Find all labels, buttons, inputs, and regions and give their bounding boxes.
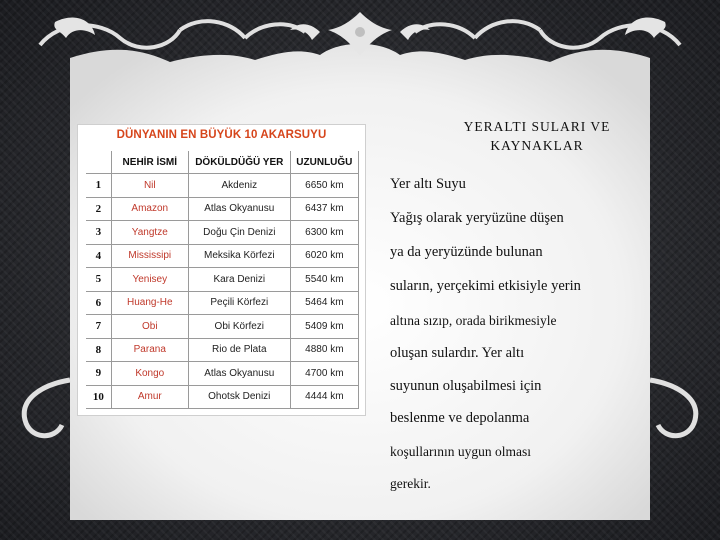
table-header-row <box>86 151 359 174</box>
river-destination: Meksika Körfezi <box>188 244 290 268</box>
row-number: 3 <box>86 221 111 245</box>
row-number: 5 <box>86 268 111 292</box>
river-length: 5540 km <box>290 268 358 292</box>
body-line: koşullarının uygun olması <box>390 444 531 459</box>
table-row <box>86 338 359 362</box>
header-length: UZUNLUĞU <box>290 151 358 174</box>
river-name: Obi <box>111 315 188 339</box>
table-row <box>86 291 359 315</box>
rivers-table-image <box>77 124 366 416</box>
table-row <box>86 221 359 245</box>
body-line: oluşan sulardır. Yer altı <box>390 345 525 361</box>
slide-title <box>432 117 642 155</box>
row-number: 6 <box>86 291 111 315</box>
row-number: 10 <box>86 385 111 409</box>
row-number: 2 <box>86 197 111 221</box>
top-center-ornament <box>290 12 430 56</box>
header-river-name: NEHİR İSMİ <box>111 151 188 174</box>
river-name: Parana <box>111 338 188 362</box>
river-name: Amur <box>111 385 188 409</box>
table-row <box>86 362 359 386</box>
river-destination: Kara Denizi <box>188 268 290 292</box>
row-number: 9 <box>86 362 111 386</box>
river-length: 5409 km <box>290 315 358 339</box>
slide-title-line-2: KAYNAKLAR <box>490 138 584 153</box>
river-destination: Atlas Okyanusu <box>188 197 290 221</box>
body-line: Yağış olarak yeryüzüne düşen <box>390 210 564 226</box>
river-name: Kongo <box>111 362 188 386</box>
river-destination: Obi Körfezi <box>188 315 290 339</box>
slide-title-line-1: YERALTI SULARI VE <box>463 119 611 134</box>
river-length: 4444 km <box>290 385 358 409</box>
river-name: Nil <box>111 174 188 198</box>
body-line: suların, yerçekimi etkisiyle yerin <box>390 278 581 294</box>
row-number: 8 <box>86 338 111 362</box>
river-name: Mississipi <box>111 244 188 268</box>
river-name: Amazon <box>111 197 188 221</box>
body-line: altına sızıp, orada birikmesiyle <box>390 313 557 328</box>
river-length: 6650 km <box>290 174 358 198</box>
river-length: 5464 km <box>290 291 358 315</box>
river-destination: Ohotsk Denizi <box>188 385 290 409</box>
row-number: 1 <box>86 174 111 198</box>
table-row <box>86 315 359 339</box>
river-length: 4700 km <box>290 362 358 386</box>
row-number: 4 <box>86 244 111 268</box>
table-row <box>86 174 359 198</box>
river-name: Huang-He <box>111 291 188 315</box>
river-destination: Akdeniz <box>188 174 290 198</box>
row-number: 7 <box>86 315 111 339</box>
body-line: Yer altı Suyu <box>390 176 466 192</box>
body-line: beslenme ve depolanma <box>390 410 530 426</box>
river-destination: Peçili Körfezi <box>188 291 290 315</box>
river-destination: Rio de Plata <box>188 338 290 362</box>
river-length: 6437 km <box>290 197 358 221</box>
river-length: 6020 km <box>290 244 358 268</box>
table-row <box>86 197 359 221</box>
body-line: suyunun oluşabilmesi için <box>390 378 542 394</box>
river-length: 6300 km <box>290 221 358 245</box>
body-line: ya da yeryüzünde bulunan <box>390 244 543 260</box>
river-length: 4880 km <box>290 338 358 362</box>
table-row <box>86 244 359 268</box>
table-row <box>86 268 359 292</box>
river-name: Yangtze <box>111 221 188 245</box>
table-row <box>86 385 359 409</box>
rivers-table <box>86 151 359 409</box>
header-destination: DÖKÜLDÜĞÜ YER <box>188 151 290 174</box>
table-title: DÜNYANIN EN BÜYÜK 10 AKARSUYU <box>116 129 327 141</box>
header-number <box>86 151 111 174</box>
river-destination: Atlas Okyanusu <box>188 362 290 386</box>
river-name: Yenisey <box>111 268 188 292</box>
body-line: gerekir. <box>390 476 431 491</box>
river-destination: Doğu Çin Denizi <box>188 221 290 245</box>
